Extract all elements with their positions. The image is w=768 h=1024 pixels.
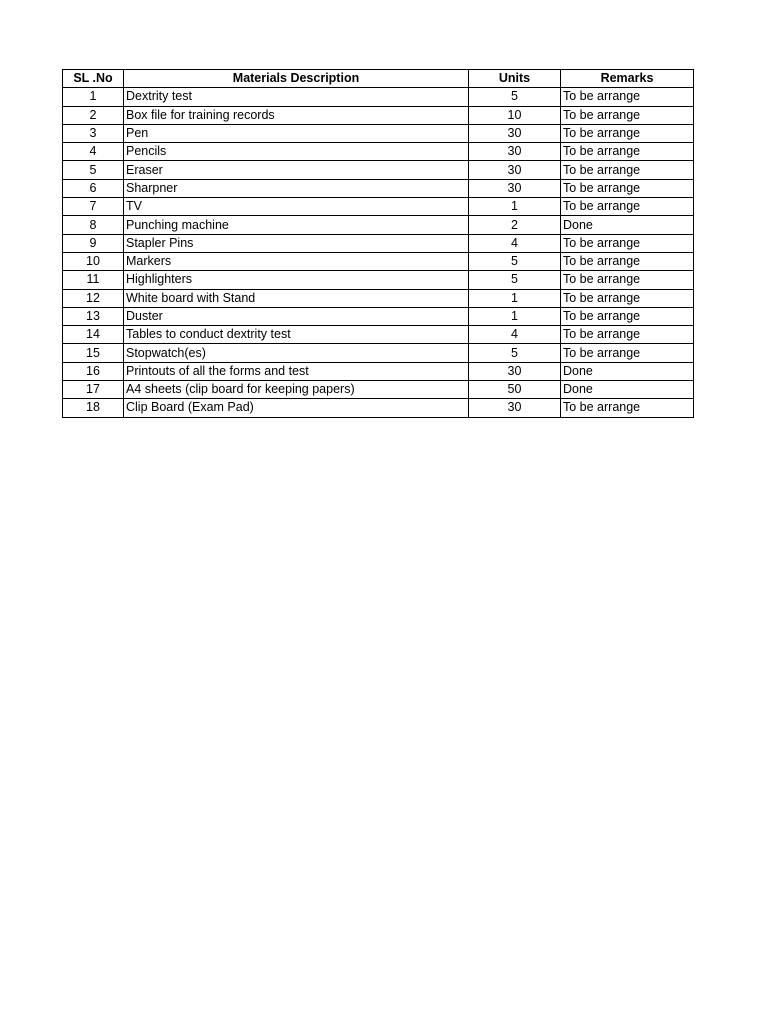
cell-units: 10 xyxy=(469,106,561,124)
cell-units: 4 xyxy=(469,326,561,344)
cell-units: 30 xyxy=(469,399,561,417)
table-row xyxy=(63,344,694,362)
cell-materials-description: Punching machine xyxy=(124,216,469,234)
cell-units: 30 xyxy=(469,362,561,380)
cell-remarks: To be arrange xyxy=(561,307,694,325)
cell-remarks: Done xyxy=(561,362,694,380)
cell-units: 30 xyxy=(469,143,561,161)
table-row xyxy=(63,289,694,307)
cell-remarks: To be arrange xyxy=(561,88,694,106)
table-row xyxy=(63,234,694,252)
cell-remarks: Done xyxy=(561,216,694,234)
cell-sl-no: 9 xyxy=(63,234,124,252)
cell-materials-description: Duster xyxy=(124,307,469,325)
cell-materials-description: Tables to conduct dextrity test xyxy=(124,326,469,344)
table-row xyxy=(63,143,694,161)
cell-sl-no: 12 xyxy=(63,289,124,307)
cell-units: 30 xyxy=(469,124,561,142)
cell-sl-no: 16 xyxy=(63,362,124,380)
cell-materials-description: Pen xyxy=(124,124,469,142)
cell-remarks: To be arrange xyxy=(561,252,694,270)
cell-units: 1 xyxy=(469,198,561,216)
cell-remarks: Done xyxy=(561,381,694,399)
header-row xyxy=(63,70,694,88)
cell-sl-no: 13 xyxy=(63,307,124,325)
cell-materials-description: Highlighters xyxy=(124,271,469,289)
table-row xyxy=(63,381,694,399)
cell-remarks: To be arrange xyxy=(561,198,694,216)
cell-materials-description: Pencils xyxy=(124,143,469,161)
cell-sl-no: 15 xyxy=(63,344,124,362)
cell-units: 30 xyxy=(469,161,561,179)
cell-units: 50 xyxy=(469,381,561,399)
materials-sheet xyxy=(62,69,694,418)
header-materials-description: Materials Description xyxy=(124,70,469,88)
cell-sl-no: 4 xyxy=(63,143,124,161)
cell-sl-no: 18 xyxy=(63,399,124,417)
cell-sl-no: 5 xyxy=(63,161,124,179)
cell-materials-description: TV xyxy=(124,198,469,216)
cell-materials-description: Printouts of all the forms and test xyxy=(124,362,469,380)
cell-remarks: To be arrange xyxy=(561,234,694,252)
cell-units: 2 xyxy=(469,216,561,234)
table-row xyxy=(63,252,694,270)
cell-remarks: To be arrange xyxy=(561,161,694,179)
cell-sl-no: 2 xyxy=(63,106,124,124)
cell-remarks: To be arrange xyxy=(561,271,694,289)
cell-sl-no: 6 xyxy=(63,179,124,197)
cell-remarks: To be arrange xyxy=(561,179,694,197)
cell-remarks: To be arrange xyxy=(561,106,694,124)
table-row xyxy=(63,106,694,124)
header-remarks: Remarks xyxy=(561,70,694,88)
table-row xyxy=(63,124,694,142)
cell-materials-description: White board with Stand xyxy=(124,289,469,307)
table-row xyxy=(63,198,694,216)
header-units: Units xyxy=(469,70,561,88)
cell-remarks: To be arrange xyxy=(561,344,694,362)
table-row xyxy=(63,399,694,417)
cell-materials-description: Stapler Pins xyxy=(124,234,469,252)
materials-table xyxy=(62,69,694,418)
cell-units: 5 xyxy=(469,344,561,362)
cell-materials-description: Box file for training records xyxy=(124,106,469,124)
cell-units: 30 xyxy=(469,179,561,197)
cell-materials-description: Eraser xyxy=(124,161,469,179)
cell-materials-description: Stopwatch(es) xyxy=(124,344,469,362)
cell-sl-no: 1 xyxy=(63,88,124,106)
cell-sl-no: 3 xyxy=(63,124,124,142)
table-row xyxy=(63,271,694,289)
cell-remarks: To be arrange xyxy=(561,399,694,417)
cell-materials-description: A4 sheets (clip board for keeping papers) xyxy=(124,381,469,399)
cell-sl-no: 8 xyxy=(63,216,124,234)
table-row xyxy=(63,161,694,179)
cell-remarks: To be arrange xyxy=(561,289,694,307)
cell-remarks: To be arrange xyxy=(561,143,694,161)
table-row xyxy=(63,216,694,234)
cell-sl-no: 17 xyxy=(63,381,124,399)
cell-sl-no: 10 xyxy=(63,252,124,270)
cell-materials-description: Markers xyxy=(124,252,469,270)
cell-units: 1 xyxy=(469,289,561,307)
cell-materials-description: Clip Board (Exam Pad) xyxy=(124,399,469,417)
cell-units: 5 xyxy=(469,88,561,106)
table-row xyxy=(63,179,694,197)
header-sl-no: SL .No xyxy=(63,70,124,88)
cell-materials-description: Sharpner xyxy=(124,179,469,197)
cell-sl-no: 11 xyxy=(63,271,124,289)
cell-units: 5 xyxy=(469,271,561,289)
table-row xyxy=(63,307,694,325)
cell-remarks: To be arrange xyxy=(561,124,694,142)
cell-sl-no: 14 xyxy=(63,326,124,344)
cell-units: 1 xyxy=(469,307,561,325)
cell-sl-no: 7 xyxy=(63,198,124,216)
table-row xyxy=(63,362,694,380)
cell-remarks: To be arrange xyxy=(561,326,694,344)
cell-materials-description: Dextrity test xyxy=(124,88,469,106)
cell-units: 5 xyxy=(469,252,561,270)
table-row xyxy=(63,88,694,106)
table-row xyxy=(63,326,694,344)
cell-units: 4 xyxy=(469,234,561,252)
